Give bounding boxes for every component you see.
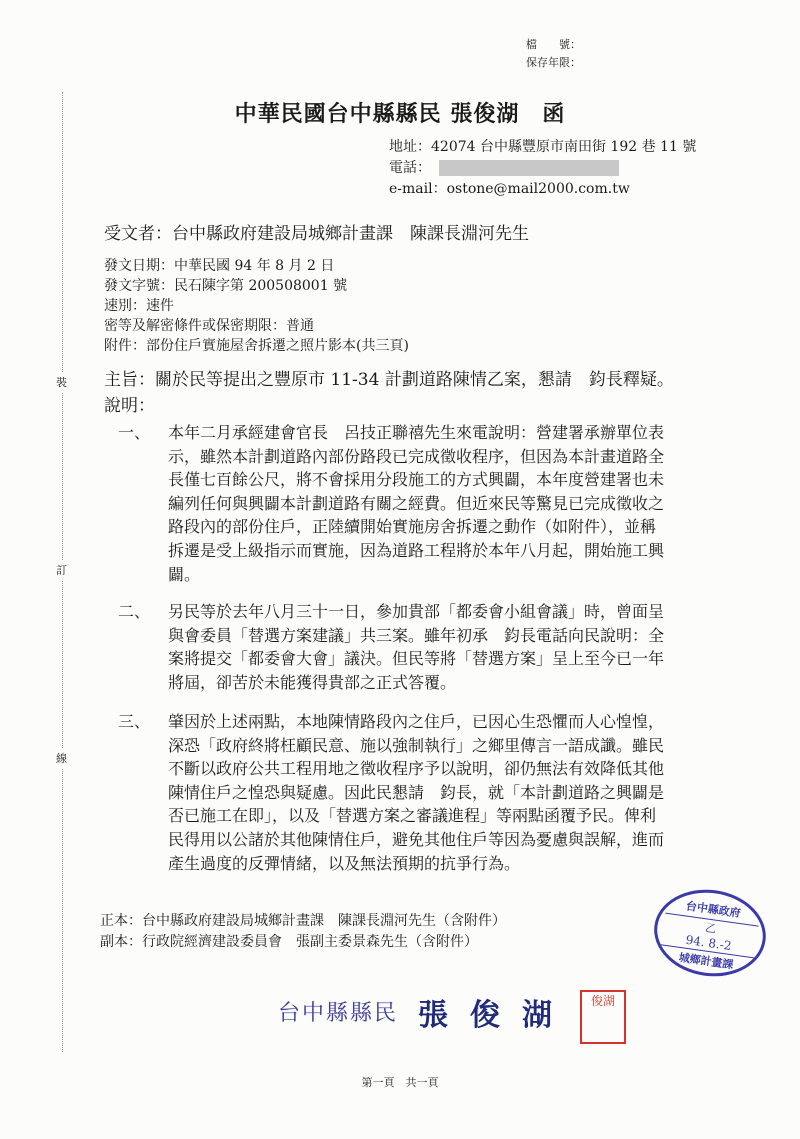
item-two-line: 案將提交「都委會大會」議決。但民等將「替選方案」呈上至今已一年 — [168, 649, 665, 669]
binding-mark-ding: 訂 — [56, 560, 67, 580]
binding-mark-xian: 線 — [56, 748, 67, 768]
page-footer: 第一頁 共一頁 — [361, 1076, 439, 1089]
item-one-line: 示，雖然本計劃道路內部份路段已完成徵收程序，但因為本計畫道路全 — [168, 446, 665, 466]
item-one-line: 拆遷是受上級指示而實施，因為道路工程將於本年八月起，開始施工興 — [168, 540, 665, 560]
item-three — [118, 710, 748, 875]
received-stamp — [649, 883, 772, 984]
item-two-line: 與會委員「替選方案建議」共三案。雖年初承 鈞長電話向民說明：全 — [168, 625, 665, 645]
item-three-line: 深恐「政府終將枉顧民意、施以強制執行」之鄉里傳言一語成讖。雖民 — [168, 735, 665, 755]
item-two-line: 另民等於去年八月三十一日，參加貴部「都委會小組會議」時，曾面呈 — [168, 602, 665, 621]
item-one-number: 一、 — [118, 423, 151, 442]
personal-seal: 俊湖 — [580, 990, 626, 1044]
sender-phone-label: 電話： — [389, 160, 431, 176]
item-one-line: 編列任何與興闢本計劃道路有關之經費。但近來民等驚見已完成徵收之 — [168, 493, 665, 513]
item-one — [118, 421, 748, 586]
item-three-line: 肇因於上述兩點，本地陳情路段內之住戶，已因心生恐懼而人心惶惶， — [168, 712, 665, 731]
delivery-speed: 速別：速件 — [104, 298, 174, 314]
explanation-label: 說明： — [104, 396, 155, 416]
redacted-phone — [439, 160, 619, 176]
item-one-line: 長僅七百餘公尺，將不會採用分段施工的方式興闢，本年度營建署也未 — [168, 470, 665, 490]
sender-address: 地址：42074 台中縣豐原市南田街 192 巷 11 號 — [389, 139, 697, 155]
sender-phone — [389, 157, 619, 177]
letter-title: 中華民國台中縣縣民 張俊湖 函 — [234, 101, 566, 127]
signature-name: 張俊湖 — [418, 998, 574, 1033]
retention-period-label: 保存年限： — [526, 56, 581, 69]
recipient: 受文者：台中縣政府建設局城鄉計畫課 陳課長淵河先生 — [104, 224, 529, 244]
secrecy-level: 密等及解密條件或保密期限：普通 — [104, 318, 314, 334]
stamp-date: 94. 8.-2 — [684, 932, 733, 954]
item-three-line: 產生過度的反彈情緒，以及無法預期的抗爭行為。 — [168, 853, 521, 873]
signature-prefix: 台中縣縣民 — [278, 1001, 399, 1026]
item-three-number: 三、 — [118, 712, 151, 731]
item-two-line: 將屆，卻苦於未能獲得貴部之正式答覆。 — [168, 672, 457, 692]
item-one-line: 路段內的部份住戶，正陸續開始實施房舍拆遷之動作（如附件），並稱 — [168, 517, 657, 537]
binding-mark-zhuang: 裝 — [56, 372, 67, 392]
original-recipient: 正本：台中縣政府建設局城鄉計畫課 陳課長淵河先生（含附件） — [100, 913, 506, 929]
stamp-org: 台中縣政府 — [685, 899, 742, 920]
subject: 主旨：關於民等提出之豐原市 11-34 計劃道路陳情乙案，懇請 鈞長釋疑。 — [104, 370, 674, 390]
stamp-section: 城鄉計畫課 — [677, 950, 735, 972]
item-two-number: 二、 — [118, 602, 151, 621]
item-three-line: 不斷以政府公共工程用地之徵收程序予以說明，卻仍無法有效降低其他 — [168, 759, 665, 779]
item-one-line: 闢。 — [168, 564, 201, 584]
item-three-line: 否已施工在即」，以及「替選方案之審議進程」等兩點函覆予民。俾利 — [168, 806, 657, 826]
item-three-line: 民得用以公諸於其他陳情住戶，避免其他住戶等因為憂慮與誤解，進而 — [168, 829, 665, 849]
attachment-note: 附件：部份住戶實施屋舍拆遷之照片影本(共三頁) — [104, 338, 409, 354]
reference-number: 發文字號：民石陳字第 200508001 號 — [104, 278, 348, 294]
stamp-class: 乙 — [704, 921, 717, 936]
item-three-line: 陳情住戶之惶恐與疑慮。因此民懇請 鈞長，就「本計劃道路之興闢是 — [168, 782, 665, 802]
item-one-line: 本年二月承經建會官長 呂技正聯禧先生來電說明：營建署承辦單位表 — [168, 423, 665, 442]
issue-date: 發文日期：中華民國 94 年 8 月 2 日 — [104, 258, 335, 274]
item-two — [118, 600, 748, 694]
file-number-label: 檔 號： — [526, 38, 581, 51]
cc-recipient: 副本：行政院經濟建設委員會 張副主委景森先生（含附件） — [100, 934, 478, 950]
sender-email: e-mail：ostone@mail2000.com.tw — [389, 181, 630, 197]
